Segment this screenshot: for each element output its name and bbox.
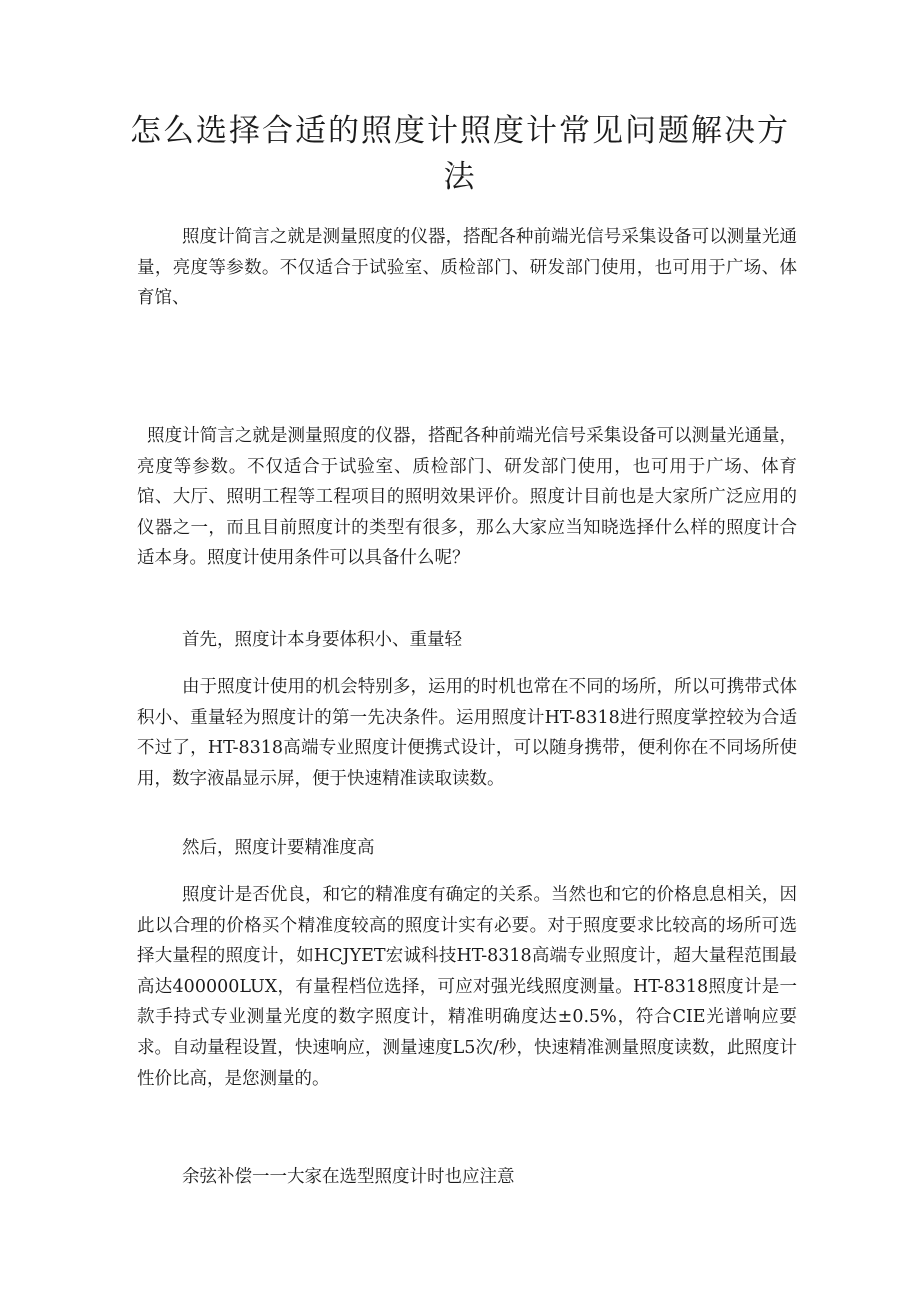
paragraph-heading-size-weight: 首先，照度计本身要体积小、重量轻 [182, 630, 462, 650]
paragraph-heading-accuracy: 然后，照度计要精准度高 [182, 838, 375, 858]
document-title: 怎么选择合适的照度计照度计常见问题解决方法 [130, 113, 790, 195]
paragraph-heading-cosine: 余弦补偿一一大家在选型照度计时也应注意 [182, 1167, 515, 1187]
paragraph-intro-full: 照度计简言之就是测量照度的仪器，搭配各种前端光信号采集设备可以测量光通量，亮度等参数。不仅适合于试验室、质检部门、研发部门使用，也可用于广场、体育馆、大厅、照明工程等工程项目的照明效果评价。照度计目前也是大家所广泛应用的仪器之一，而且目前照度计的类型有很多，那么大家应当知晓选择什么样的照度计合适本身。照度计使用条件可以具备什么呢？ [137, 426, 797, 569]
paragraph-intro-excerpt: 照度计简言之就是测量照度的仪器，搭配各种前端光信号采集设备可以测量光通量，亮度等参数。不仅适合于试验室、质检部门、研发部门使用，也可用于广场、体育馆、 [137, 227, 797, 309]
paragraph-portability: 由于照度计使用的机会特别多，运用的时机也常在不同的场所，所以可携带式体积小、重量轻为照度计的第一先决条件。运用照度计HT-8318进行照度掌控较为合适不过了，HT-8318高端专业照度计便携式设计，可以随身携带，便利你在不同场所使用，数字液晶显示屏，便于快速精准读取读数。 [137, 677, 797, 789]
paragraph-accuracy: 照度计是否优良，和它的精准度有确定的关系。当然也和它的价格息息相关，因此以合理的价格买个精准度较高的照度计实有必要。对于照度要求比较高的场所可选择大量程的照度计，如HCJYET宏诚科技HT-8318高端专业照度计，超大量程范围最高达400000LUX，有量程档位选择，可应对强光线照度测量。HT-8318照度计是一款手持式专业测量光度的数字照度计，精准明确度达±0.5%，符合CIE光谱响应要求。自动量程设置，快速响应，测量速度L5次/秒，快速精准测量照度读数，此照度计性价比高，是您测量的。 [137, 885, 797, 1089]
